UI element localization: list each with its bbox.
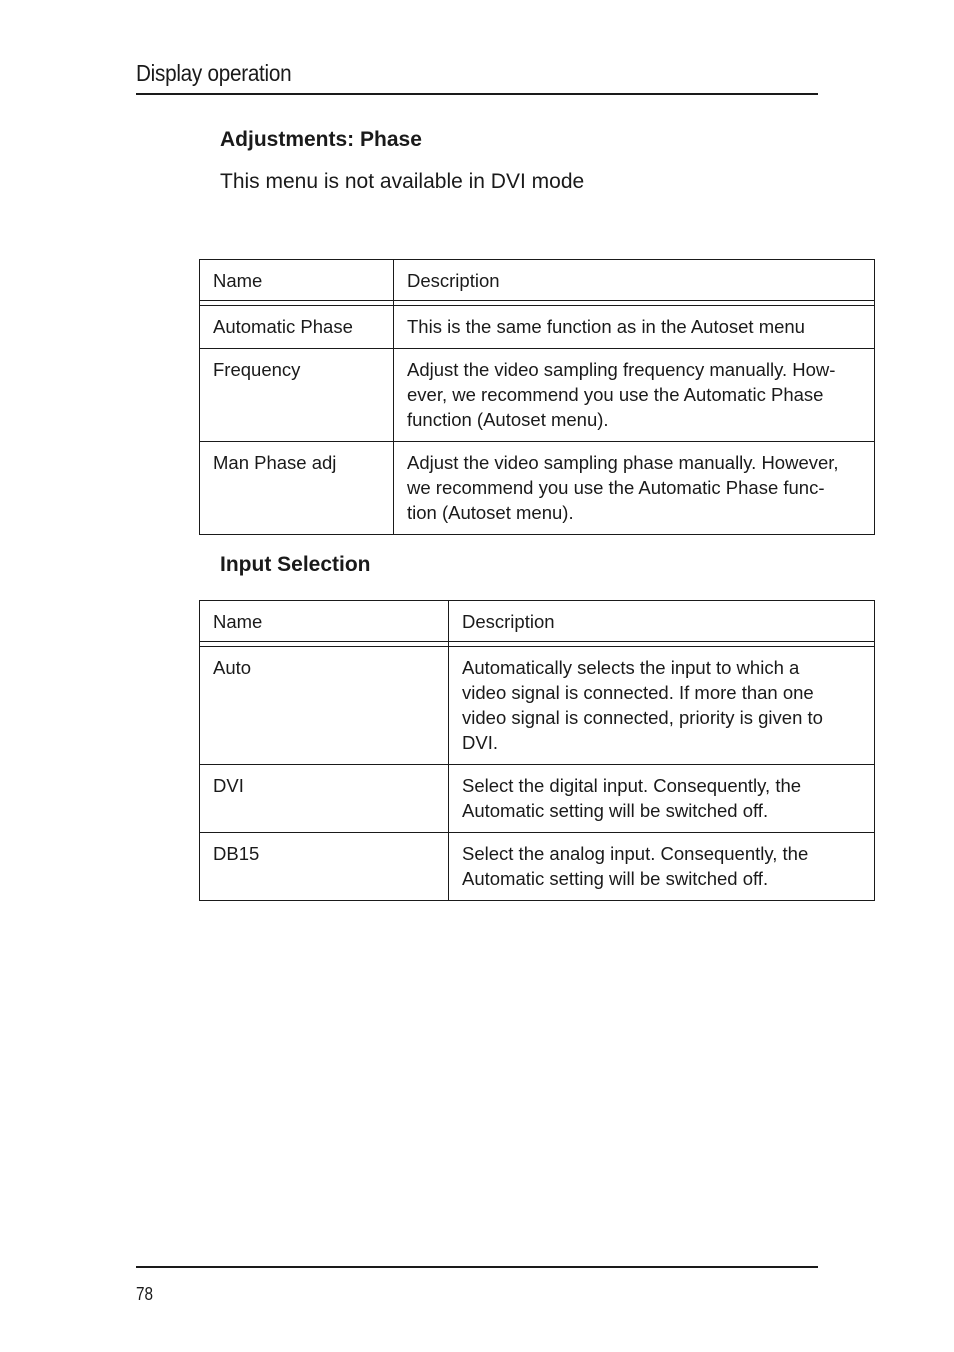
phase-section-heading: Adjustments: Phase <box>220 128 422 151</box>
row-name: DVI <box>200 765 449 833</box>
phase-table <box>199 259 875 535</box>
column-header-name: Name <box>200 601 449 642</box>
row-name: Automatic Phase <box>200 306 394 349</box>
table-row <box>200 349 875 442</box>
table-header-row <box>200 601 875 642</box>
table-row <box>200 442 875 535</box>
header-rule <box>136 93 818 95</box>
table-row <box>200 833 875 901</box>
column-header-name: Name <box>200 260 394 301</box>
column-header-description: Description <box>394 260 875 301</box>
page-number: 78 <box>136 1284 154 1304</box>
row-name: Auto <box>200 647 449 765</box>
row-name: Frequency <box>200 349 394 442</box>
footer-rule <box>136 1266 818 1268</box>
row-description: This is the same function as in the Autoset menu <box>394 306 875 349</box>
table-row <box>200 765 875 833</box>
column-header-description: Description <box>449 601 875 642</box>
input-section-heading: Input Selection <box>220 553 371 576</box>
table-row <box>200 306 875 349</box>
row-description: Select the analog input. Consequently, the Automatic setting will be switched off. <box>449 833 875 901</box>
running-header: Display operation <box>136 60 292 86</box>
row-description: Adjust the video sampling frequency manually. How- ever, we recommend you use the Automatic Phase function (Autoset menu). <box>394 349 875 442</box>
row-name: DB15 <box>200 833 449 901</box>
row-description: Automatically selects the input to which a video signal is connected. If more than one video signal is connected, priority is given to DVI. <box>449 647 875 765</box>
table-header-row <box>200 260 875 301</box>
input-table <box>199 600 875 901</box>
row-name: Man Phase adj <box>200 442 394 535</box>
table-row <box>200 647 875 765</box>
row-description: Adjust the video sampling phase manually. However, we recommend you use the Automatic Phase func- tion (Autoset menu). <box>394 442 875 535</box>
phase-note: This menu is not available in DVI mode <box>220 170 585 193</box>
row-description: Select the digital input. Consequently, the Automatic setting will be switched off. <box>449 765 875 833</box>
